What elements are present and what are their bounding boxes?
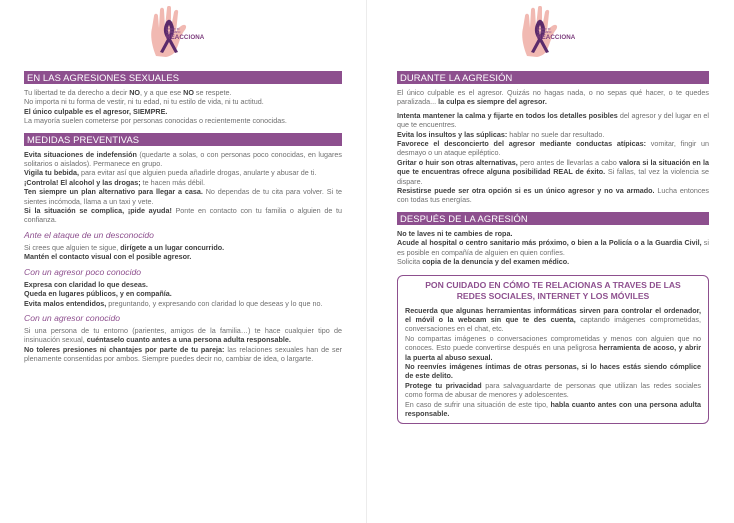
logo-line2: Cotidiano: [537, 30, 552, 35]
paragraph: Mantén el contacto visual con el posible agresor.: [24, 252, 192, 262]
paragraph: Intenta mantener la calma y fijarte en todos los detalles posibles del agresor y del lugar en el que te encuentres.: [397, 110, 709, 130]
paragraph: No te laves ni te cambies de ropa.: [397, 228, 513, 238]
section-title: EN LAS AGRESIONES SEXUALES: [27, 72, 180, 83]
paragraph: La mayoría suelen cometerse por personas conocidas o recientemente conocidas.: [24, 116, 287, 126]
paragraph: Expresa con claridad lo que deseas.: [24, 279, 148, 289]
list-item: ¡Controla! El alcohol y las drogas; te hacen más débil.: [24, 177, 205, 187]
section-header-agresiones-sexuales: [24, 71, 342, 84]
paragraph: Acude al hospital o centro sanitario más próximo, o bien a la Policía o a la Guardia Civil, si es posible en compañía de alguien en quien confíes.: [397, 238, 709, 257]
subheading-conocido: Con un agresor conocido: [24, 312, 121, 323]
paragraph: Protege tu privacidad para salvaguardarte de personas que utilizan las redes sociales como forma de abusar de menores y adolescentes.: [405, 380, 701, 400]
section-title: DESPUÉS DE LA AGRESIÓN: [400, 212, 528, 224]
paragraph: Queda en lugares públicos, y en compañía.: [24, 289, 172, 299]
paragraph: Tu libertad te da derecho a decir NO, y a que ese NO se respete.: [24, 88, 232, 97]
left-content: [24, 71, 342, 364]
section-header-durante: [397, 71, 709, 84]
paragraph: Resistirse puede ser otra opción si es un único agresor y no va armado. Lucha entonces con todas tus energías.: [397, 186, 710, 205]
logo-brand: REACCIONA: [537, 33, 576, 41]
reacciona-logo: [146, 6, 210, 58]
logo-line2: Cotidiano: [166, 30, 181, 35]
list-item: Ten siempre un plan alternativo para llegar a casa. No dependas de tu cita para volver. Si te sientes incómoda, llama a un taxi y vete.: [24, 187, 342, 206]
paragraph: Si una persona de tu entorno (parientes, amigos de la familia…) te hace cualquier tipo de insinuación sexual, cuéntaselo cuanto antes a una persona adulta responsable.: [24, 325, 342, 345]
list-item: Vigila tu bebida, para evitar así que alguien pueda añadirle drogas, anularte y abusar de ti.: [24, 168, 317, 178]
paragraph: El único culpable es el agresor, SIEMPRE.: [24, 106, 168, 116]
section-header-medidas-preventivas: [24, 133, 342, 146]
logo-brand: REACCIONA: [166, 33, 205, 41]
reacciona-logo: [517, 6, 581, 58]
paragraph: Solicita copia de la denuncia y del examen médico.: [397, 257, 570, 267]
list-item: Si la situación se complica, ¡pide ayuda! Ponte en contacto con tu familia o alguien de tu confianza.: [24, 206, 342, 225]
paragraph: No reenvíes imágenes íntimas de otras personas, si lo haces estás siendo cómplice de este delito.: [405, 361, 701, 381]
paragraph: Recuerda que algunas herramientas informáticas sirven para controlar el ordenador, el móvil o la webcam sin que te des cuenta, captando imágenes comprometidas, conversaciones en el chat, etc.: [405, 305, 701, 334]
paragraph: Si crees que alguien te sigue, dirígete a un lugar concurrido.: [24, 242, 225, 252]
social-networks-box: [397, 275, 709, 425]
right-content: [397, 71, 709, 424]
right-page: [367, 0, 734, 523]
section-header-despues: [397, 212, 709, 225]
subheading-desconocido: Ante el ataque de un desconocido: [24, 229, 154, 240]
box-title: PON CUIDADO EN CÓMO TE RELACIONAS A TRAVES DE LAS REDES SOCIALES, INTERNET Y LOS MÓVILES: [425, 279, 681, 301]
paragraph: Favorece el desconcierto del agresor mediante conductas atípicas: vomitar, fingir un desmayo o un ataque epiléptico.: [397, 139, 710, 158]
paragraph: No compartas imágenes o conversaciones comprometidas y menos con alguien que no conoces. Esto puede convertirse después en una peligrosa herramienta de acoso, y abrir la puerta al abuso sexual.: [405, 333, 701, 362]
paragraph: Evita malos entendidos, preguntando, y expresando con claridad lo que deseas y lo que no.: [24, 298, 323, 308]
paragraph: En caso de sufrir una situación de este tipo, habla cuanto antes con una persona adulta responsable.: [405, 399, 702, 418]
paragraph: Evita los insultos y las súplicas: hablar no suele dar resultado.: [397, 129, 605, 139]
subheading-poco-conocido: Con un agresor poco conocido: [24, 266, 142, 277]
logo-line1: Desde el: [537, 27, 551, 31]
section-title: MEDIDAS PREVENTIVAS: [27, 133, 140, 145]
paragraph: El único culpable es el agresor. Quizás no hagas nada, o no sepas qué hacer, o te quedes paralizada... la culpa es siempre del agresor.: [397, 88, 709, 107]
list-item: Evita situaciones de indefensión (quedarte a solas, o con personas poco conocidas, en lugares solitarios o aislados). Permanece en grupo.: [24, 149, 342, 169]
logo-line1: Desde el: [166, 27, 180, 31]
paragraph: Gritar o huir son otras alternativas, pero antes de llevarlas a cabo valora si la situación en la que te encuentras ofrece alguna posibilidad REAL de éxito. Si fallas, tal vez la violencia se dispare.: [397, 157, 710, 186]
section-title: DURANTE LA AGRESIÓN: [400, 72, 513, 83]
paragraph: No toleres presiones ni chantajes por parte de tu pareja: las relaciones sexuales han de ser plenamente consentidas por ambos. Siempre puedes decir no, cambiar de idea, o largarte.: [24, 344, 342, 364]
paragraph: No importa ni tu forma de vestir, ni tu edad, ni tu estilo de vida, ni tu actitud.: [24, 97, 264, 107]
